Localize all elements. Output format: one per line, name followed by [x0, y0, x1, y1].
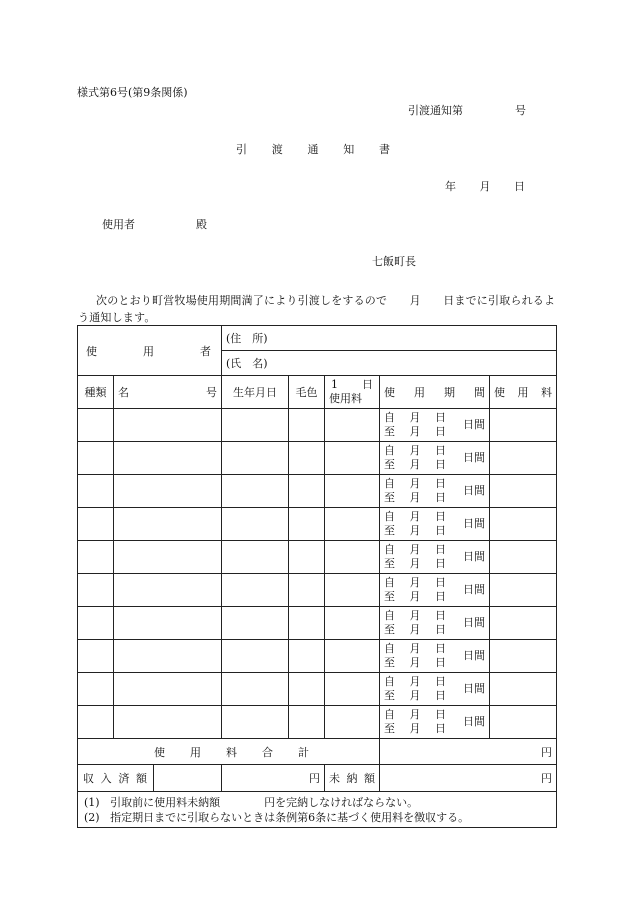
period-to: [384, 557, 446, 571]
from-day: 日: [435, 708, 446, 721]
title-char: 知: [343, 143, 355, 156]
cell-daily-fee[interactable]: [325, 706, 380, 739]
to-day: 日: [435, 491, 446, 504]
livestock-row: [78, 541, 557, 574]
to-month: 月: [409, 458, 421, 471]
unpaid-label-char: 未: [329, 772, 340, 785]
to-month: 月: [409, 557, 421, 570]
cell-daily-fee[interactable]: [325, 442, 380, 475]
livestock-row: [78, 640, 557, 673]
cell-birthdate[interactable]: [222, 442, 289, 475]
date-day: 日: [514, 180, 525, 193]
from-month: 月: [409, 543, 421, 556]
from-mark: 自: [384, 675, 395, 688]
title-char: 引: [236, 143, 247, 156]
col-period-char: 期: [444, 386, 455, 399]
total-label-char: 計: [298, 745, 309, 759]
total-label-char: 料: [226, 745, 237, 759]
to-month: 月: [409, 722, 421, 735]
period-from: [384, 642, 446, 656]
unpaid-label-cell: [325, 765, 380, 792]
col-name: [114, 376, 222, 409]
recipient-label: 使用者: [102, 218, 135, 231]
to-mark: 至: [384, 557, 395, 570]
cell-coat-color[interactable]: [289, 541, 325, 574]
to-month: 月: [409, 590, 421, 603]
period-days: 日間: [463, 649, 485, 662]
cell-period[interactable]: [380, 541, 490, 574]
note-item: [84, 810, 550, 825]
header-row: [78, 376, 557, 409]
cell-fee[interactable]: [490, 508, 557, 541]
cell-period[interactable]: [380, 607, 490, 640]
cell-type[interactable]: [78, 475, 114, 508]
cell-coat-color[interactable]: [289, 442, 325, 475]
from-month: 月: [409, 609, 421, 622]
col-coat-color: 毛色: [289, 376, 325, 409]
cell-period[interactable]: [380, 409, 490, 442]
period-from: [384, 609, 446, 623]
note-text: 指定期日までに引取らないときは条例第6条に基づく使用料を徴収する。: [110, 810, 470, 824]
period-days: 日間: [463, 715, 485, 728]
total-label-char: 用: [190, 745, 201, 759]
user-label-char: 使: [86, 344, 97, 358]
period-from: [384, 477, 446, 491]
unpaid-amount-cell[interactable]: [380, 765, 557, 792]
to-mark: 至: [384, 491, 395, 504]
daily-fee-label: 使用料: [329, 392, 362, 405]
cell-type[interactable]: [78, 409, 114, 442]
received-label-char: 額: [135, 772, 147, 785]
cell-name[interactable]: [114, 607, 222, 640]
user-label-char: 者: [200, 344, 211, 358]
period-to: [384, 491, 446, 505]
from-mark: 自: [384, 576, 395, 589]
user-address-row: [78, 326, 557, 351]
from-mark: 自: [384, 510, 395, 523]
col-period-char: 使: [384, 386, 395, 399]
to-mark: 至: [384, 524, 395, 537]
period-to: [384, 458, 446, 472]
cell-type[interactable]: [78, 607, 114, 640]
cell-name[interactable]: [114, 574, 222, 607]
cell-period[interactable]: [380, 640, 490, 673]
from-day: 日: [435, 543, 446, 556]
to-day: 日: [435, 458, 446, 471]
received-label-char: 済: [118, 772, 130, 785]
note-item: [84, 795, 550, 810]
total-label-cell: [78, 739, 380, 765]
livestock-row: [78, 508, 557, 541]
from-month: 月: [409, 510, 421, 523]
notice-number: [408, 104, 528, 118]
user-name-cell[interactable]: [222, 351, 557, 376]
cell-fee[interactable]: [490, 541, 557, 574]
from-mark: 自: [384, 543, 395, 556]
to-day: 日: [435, 722, 446, 735]
period-days: 日間: [463, 484, 485, 497]
period-to: [384, 722, 446, 736]
payment-row: [78, 765, 557, 792]
total-unit: 円: [541, 745, 553, 759]
cell-period[interactable]: [380, 673, 490, 706]
cell-birthdate[interactable]: [222, 706, 289, 739]
cell-birthdate[interactable]: [222, 541, 289, 574]
cell-fee[interactable]: [490, 442, 557, 475]
cell-fee[interactable]: [490, 673, 557, 706]
period-to: [384, 590, 446, 604]
livestock-row: [78, 607, 557, 640]
cell-type[interactable]: [78, 508, 114, 541]
received-unit: 円: [309, 772, 320, 785]
cell-birthdate[interactable]: [222, 640, 289, 673]
cell-period[interactable]: [380, 508, 490, 541]
date-month: 月: [479, 180, 491, 193]
to-day: 日: [435, 623, 446, 636]
to-day: 日: [435, 557, 446, 570]
cell-daily-fee[interactable]: [325, 541, 380, 574]
from-mark: 自: [384, 609, 395, 622]
cell-birthdate[interactable]: [222, 574, 289, 607]
to-day: 日: [435, 524, 446, 537]
col-fee-char: 使: [494, 386, 505, 399]
col-fee: [490, 376, 557, 409]
period-days: 日間: [463, 682, 485, 695]
period-from: [384, 708, 446, 722]
cell-fee[interactable]: [490, 574, 557, 607]
from-mark: 自: [384, 642, 395, 655]
to-month: 月: [409, 491, 421, 504]
cell-name[interactable]: [114, 475, 222, 508]
from-day: 日: [435, 609, 446, 622]
to-month: 月: [409, 623, 421, 636]
to-mark: 至: [384, 623, 395, 636]
period-to: [384, 689, 446, 703]
cell-name[interactable]: [114, 706, 222, 739]
from-month: 月: [409, 708, 421, 721]
note-number: (1): [84, 795, 100, 809]
period-from: [384, 444, 446, 458]
cell-daily-fee[interactable]: [325, 409, 380, 442]
notes-cell: [78, 792, 557, 828]
cell-fee[interactable]: [490, 640, 557, 673]
period-from: [384, 543, 446, 557]
from-month: 月: [409, 675, 421, 688]
to-mark: 至: [384, 458, 395, 471]
notice-number-prefix: 引渡通知第: [408, 104, 463, 117]
received-label-char: 収: [83, 772, 94, 785]
to-month: 月: [409, 656, 421, 669]
cell-type[interactable]: [78, 574, 114, 607]
received-label-cell: [78, 765, 222, 792]
from-month: 月: [409, 576, 421, 589]
name-label: (氏 名): [226, 357, 268, 370]
period-to: [384, 425, 446, 439]
address-label: (住 所): [226, 332, 268, 345]
cell-fee[interactable]: [490, 409, 557, 442]
total-amount-cell[interactable]: [380, 739, 557, 765]
title-char: 書: [379, 143, 390, 156]
col-name-char: 名: [118, 386, 129, 399]
total-row: [78, 739, 557, 765]
to-day: 日: [435, 425, 446, 438]
period-from: [384, 576, 446, 590]
user-label-char: 用: [143, 344, 154, 358]
period-to: [384, 656, 446, 670]
cell-period[interactable]: [380, 442, 490, 475]
to-month: 月: [409, 524, 421, 537]
from-mark: 自: [384, 411, 395, 424]
from-day: 日: [435, 576, 446, 589]
period-days: 日間: [463, 517, 485, 530]
cell-birthdate[interactable]: [222, 673, 289, 706]
unpaid-label-char: 納: [346, 772, 358, 785]
user-address-cell[interactable]: [222, 326, 557, 351]
col-birthdate: 生年月日: [222, 376, 289, 409]
period-days: 日間: [463, 451, 485, 464]
cell-name[interactable]: [114, 409, 222, 442]
livestock-row: [78, 409, 557, 442]
cell-birthdate[interactable]: [222, 409, 289, 442]
cell-coat-color[interactable]: [289, 508, 325, 541]
cell-period[interactable]: [380, 475, 490, 508]
to-day: 日: [435, 656, 446, 669]
cell-type[interactable]: [78, 442, 114, 475]
cell-fee[interactable]: [490, 475, 557, 508]
received-amount-cell[interactable]: [222, 765, 325, 792]
form-number: 様式第6号(第9条関係): [77, 86, 188, 99]
cell-coat-color[interactable]: [289, 607, 325, 640]
col-fee-char: 料: [541, 386, 553, 399]
cell-daily-fee[interactable]: [325, 640, 380, 673]
period-to: [384, 623, 446, 637]
to-mark: 至: [384, 425, 395, 438]
from-day: 日: [435, 510, 446, 523]
cell-coat-color[interactable]: [289, 640, 325, 673]
to-mark: 至: [384, 656, 395, 669]
livestock-row: [78, 574, 557, 607]
issue-date: [445, 180, 525, 194]
received-label-char: 入: [100, 772, 112, 785]
cell-type[interactable]: [78, 673, 114, 706]
col-period-char: 用: [414, 386, 425, 399]
cell-type[interactable]: [78, 640, 114, 673]
cell-coat-color[interactable]: [289, 673, 325, 706]
to-month: 月: [409, 689, 421, 702]
cell-period[interactable]: [380, 706, 490, 739]
period-from: [384, 411, 446, 425]
col-daily-fee: [325, 376, 380, 409]
from-mark: 自: [384, 444, 395, 457]
issuer: 七飯町長: [372, 255, 416, 268]
title-char: 通: [307, 143, 319, 156]
cell-birthdate[interactable]: [222, 607, 289, 640]
to-mark: 至: [384, 590, 395, 603]
cell-name[interactable]: [114, 640, 222, 673]
period-days: 日間: [463, 616, 485, 629]
cell-daily-fee[interactable]: [325, 673, 380, 706]
from-month: 月: [409, 411, 421, 424]
from-month: 月: [409, 642, 421, 655]
cell-coat-color[interactable]: [289, 409, 325, 442]
notice-table: [77, 325, 557, 828]
col-period: [380, 376, 490, 409]
period-from: [384, 675, 446, 689]
to-mark: 至: [384, 722, 395, 735]
cell-type[interactable]: [78, 541, 114, 574]
from-mark: 自: [384, 708, 395, 721]
from-day: 日: [435, 675, 446, 688]
cell-name[interactable]: [114, 508, 222, 541]
user-label-cell: [78, 326, 222, 376]
col-period-char: 間: [474, 386, 485, 399]
cell-daily-fee[interactable]: [325, 475, 380, 508]
total-label-char: 使: [154, 745, 165, 759]
notice-body: 次のとおり町営牧場使用期間満了により引渡しをするので 月 日までに引取られるよう通知します。: [78, 294, 556, 324]
total-label-char: 合: [262, 745, 273, 759]
col-fee-char: 用: [517, 386, 529, 399]
daily-fee-char: 1: [331, 378, 338, 391]
title-char: 渡: [271, 143, 283, 156]
from-day: 日: [435, 477, 446, 490]
note-text: 引取前に使用料未納額 円を完納しなければならない。: [110, 795, 419, 809]
period-days: 日間: [463, 583, 485, 596]
livestock-row: [78, 673, 557, 706]
to-day: 日: [435, 590, 446, 603]
cell-type[interactable]: [78, 706, 114, 739]
cell-coat-color[interactable]: [289, 706, 325, 739]
cell-fee[interactable]: [490, 706, 557, 739]
note-number: (2): [84, 810, 100, 824]
to-day: 日: [435, 689, 446, 702]
from-day: 日: [435, 642, 446, 655]
cell-name[interactable]: [114, 541, 222, 574]
cell-birthdate[interactable]: [222, 475, 289, 508]
cell-daily-fee[interactable]: [325, 574, 380, 607]
daily-fee-char: 日: [362, 378, 373, 391]
cell-coat-color[interactable]: [289, 475, 325, 508]
document-title: [236, 143, 390, 157]
period-days: 日間: [463, 550, 485, 563]
cell-name[interactable]: [114, 442, 222, 475]
cell-fee[interactable]: [490, 607, 557, 640]
livestock-row: [78, 475, 557, 508]
from-month: 月: [409, 444, 421, 457]
cell-coat-color[interactable]: [289, 574, 325, 607]
unpaid-unit: 円: [541, 772, 553, 785]
notice-number-suffix: 号: [515, 104, 526, 117]
livestock-row: [78, 442, 557, 475]
from-mark: 自: [384, 477, 395, 490]
period-from: [384, 510, 446, 524]
cell-daily-fee[interactable]: [325, 607, 380, 640]
to-mark: 至: [384, 689, 395, 702]
notes-row: [78, 792, 557, 828]
cell-name[interactable]: [114, 673, 222, 706]
from-day: 日: [435, 411, 446, 424]
cell-birthdate[interactable]: [222, 508, 289, 541]
col-name-char: 号: [206, 386, 217, 399]
cell-period[interactable]: [380, 574, 490, 607]
period-days: 日間: [463, 418, 485, 431]
col-type: 種類: [78, 376, 114, 409]
to-month: 月: [409, 425, 421, 438]
recipient-honorific: 殿: [196, 218, 207, 231]
from-day: 日: [435, 444, 446, 457]
cell-daily-fee[interactable]: [325, 508, 380, 541]
from-month: 月: [409, 477, 421, 490]
date-year: 年: [445, 180, 456, 193]
period-to: [384, 524, 446, 538]
unpaid-label-char: 額: [364, 772, 375, 785]
livestock-row: [78, 706, 557, 739]
